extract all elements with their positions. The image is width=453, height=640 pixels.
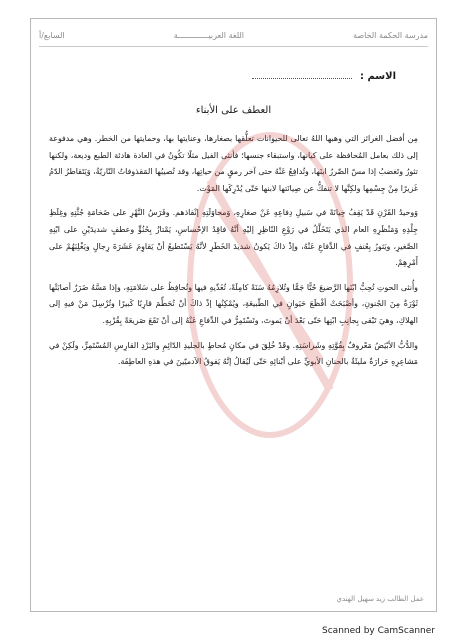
student-credit: عمل الطالب زيد سهيل الهندي bbox=[336, 595, 424, 603]
document-body bbox=[49, 131, 418, 379]
document-title: العطف على الأبناء bbox=[195, 105, 272, 116]
subject-name: اللغة العربيـــــــــــــة bbox=[173, 30, 245, 40]
paragraph: مِن أفضل الغرائز التي وهبها اللهُ تعالى للحيوانات تعلُّقها بصغارها، وعنايتها بها، وحمايتها من الخطر. وهي مدفوعة إلى ذلك بعامل المُحافظة على كيانها، واستبقاء جنسها؛ فأنثى الفيل مثلًا تكُونُ في العادة هادئة الطبع وديعة، ولكنها تثورُ وتَغضبُ إذا مسّ الضّررُ ابنَها، وتُدافِعُ عَنْهُ حتى آخر رمقٍ من حياتِها، وقد تُصيبُها المَقذوفاتُ النّاريّةُ، وَيَتَقاطرُ الدّمُ غَزيرًا مِنْ جِسْمِها ولكِنَّها لا تنفكُّ عن صِيانَتها لابنها حَتّى يُدْرِكَها المَوْت. bbox=[49, 134, 418, 193]
grade-label: السابع/أ bbox=[39, 30, 65, 40]
scanner-note: Scanned by CamScanner bbox=[322, 626, 435, 636]
name-blank bbox=[252, 78, 352, 79]
paragraph: والدُّبُّ الأبْيَضُ مَعْروفٌ بِقُوَّتِهِ وشَراسَتِهِ. وقَدْ خُلِقَ في مكانٍ مُحاطٍ بالجليدِ الدّائِمِ والبَرْدِ القارِسِ المُسْتَمِرِّ، ولَكِنْ في مَشاعِرِهِ حَرارَةٌ مليئَةٌ بالحنانِ الأبويِّ على أبْنائِهِ حَتّى لَيُقالُ إنَّهُ يَفوقُ الآدميّينَ في هذهِ العاطِفَة. bbox=[49, 340, 418, 367]
header-divider bbox=[39, 46, 428, 47]
paragraph: وَوحيدُ القَرْنِ قَدْ يَقِفُ خِيانَةً في سَبيلِ دِفاعِهِ عَنْ صغارِهِ، وَمحاوَلَتِهِ إنْقاذهم. وفَرَسُ النَّهْرِ على ضَخامَةِ جُثَّتِهِ وغِلَظِ جِلْدِهِ وَمَنْظَرِهِ العام الذي يَتَخَلَّلُ في رَوْعِ النّاظِرِ إليْهِ أنَّهُ فاقِدُ الإحْساسِ، يَمْتازُ بِحُنُوٍّ وعطفٍ شديدَيْنِ على ابْنِهِ الصَّغيرِ، ويَثورُ بِعُنفٍ في الدِّفاعِ عَنْهُ، وإذْ ذاكَ يَكونُ شديدَ الخَطَرِ لأنَّهُ يَسْتَطيعُ أنْ يَقاوِمَ عَشَرَةَ رِجالٍ ويَغْلِبَهُمْ على أَمْرِهِمْ. bbox=[49, 208, 418, 268]
name-label: الاسم : bbox=[359, 71, 396, 82]
document-page bbox=[30, 18, 437, 612]
school-name: مدرسة الحكمة الخاصة bbox=[353, 30, 428, 40]
paragraph: وأُنثى الحوتِ تُحِبُّ ابْنَها الرَّضيعَ حُبًّا جَمًّا وتُلازِمُهُ سَنَةً كامِلَةً، تُغَذّيهِ فيها وتُحافِظُ على سَلامَتِهِ، وإذا مَسَّهُ ضَرَرٌ أصابَتْها ثَوْرَةٌ مِنَ الجُنونِ، وأصْبَحَتْ أفْظَعَ حَيَوانٍ في الطّبيعَةِ، ويُمْكِنُها إذْ ذاكَ أنْ تُحَطِّمَ قارِبًا كَبيرًا وتُرْسِلَ مَنْ فيهِ إلى الهلاكِ، وهيَ تَبْقى بِجانِبِ ابْنِها حَتّى بَعْدَ أنْ يَموتَ، وتَسْتَمِرُّ في الدِّفاعِ عَنْهُ إلى أنْ تَقَعَ صَريعَةً بِقُرْبِهِ. bbox=[49, 282, 418, 325]
student-name-line bbox=[252, 71, 396, 82]
page-header bbox=[39, 27, 428, 43]
